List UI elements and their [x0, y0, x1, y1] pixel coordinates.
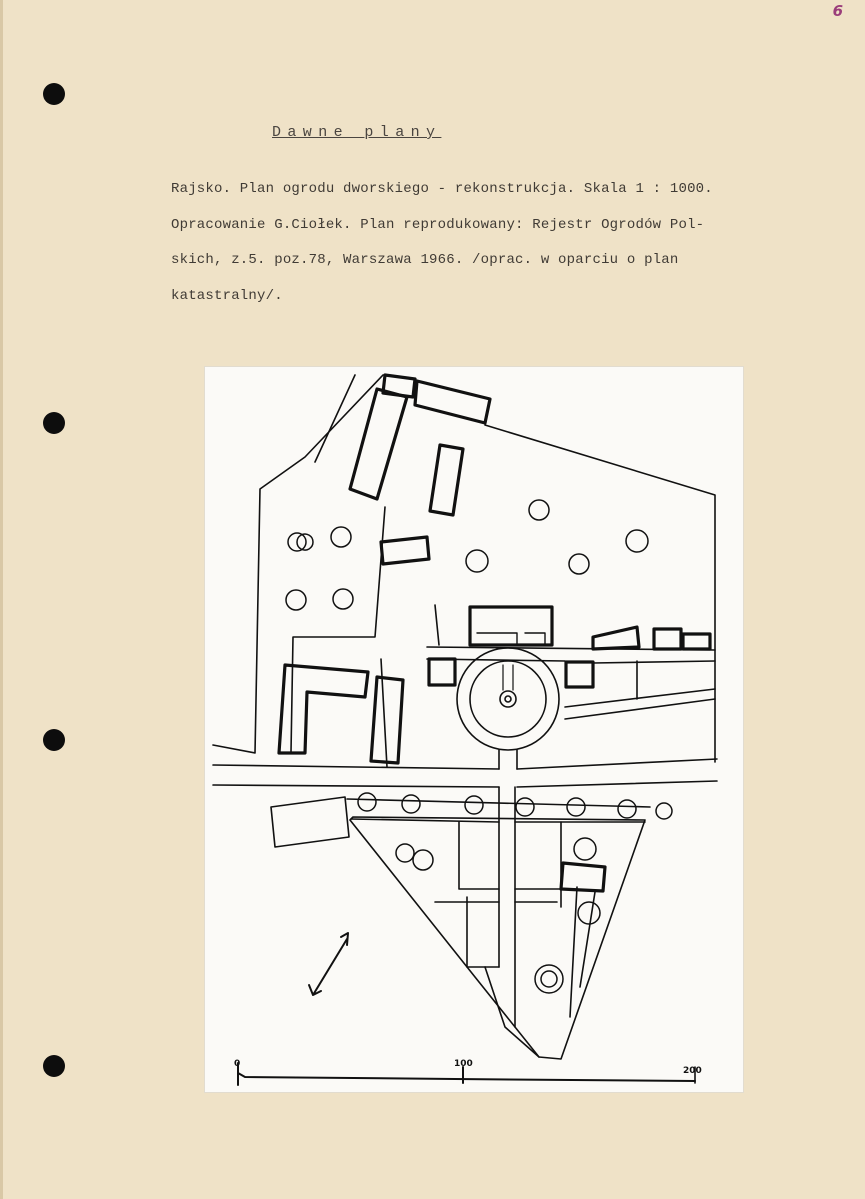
tree-icon — [331, 527, 351, 547]
punch-hole-3 — [43, 729, 65, 751]
tree-icon — [402, 795, 420, 813]
road-south-edge — [213, 781, 717, 787]
tree-icon — [618, 800, 636, 818]
caption-line: skich, z.5. poz.78, Warszawa 1966. /oprac. w oparciu o plan — [171, 252, 679, 268]
site-boundary-notch — [315, 375, 355, 462]
building-gate-right — [566, 662, 593, 687]
tree-icon — [529, 500, 549, 520]
tree-icon — [574, 838, 596, 860]
axis-south — [499, 787, 515, 1027]
south-left-rect — [271, 797, 349, 847]
caption-line: katastralny/. — [171, 287, 283, 304]
tree-icon — [466, 550, 488, 572]
building-small-2 — [593, 627, 639, 649]
parterre-center-dot — [505, 696, 511, 702]
tree-icon — [569, 554, 589, 574]
scale-label-0: 0 — [234, 1059, 241, 1069]
building-gate-left — [429, 659, 455, 685]
building-north-3 — [350, 389, 407, 499]
tree-icon — [626, 530, 648, 552]
site-boundary-east — [485, 425, 715, 762]
page-edge — [0, 0, 3, 1199]
tree-icon — [516, 798, 534, 816]
south-inner-lines — [459, 822, 561, 907]
page-number: 6 — [832, 2, 843, 20]
axis-north — [499, 750, 517, 769]
building-south-small — [561, 863, 605, 891]
punch-hole-1 — [43, 83, 65, 105]
parterre-outer — [457, 648, 559, 750]
building-manor — [470, 607, 552, 645]
caption-line: Opracowanie G.Ciołek. Plan reprodukowany: Rejestr Ogrodów Pol- — [171, 216, 705, 233]
parcel-left-lower — [381, 659, 387, 767]
building-north-4 — [430, 445, 463, 515]
building-small-4 — [683, 634, 710, 649]
manor-forecourt — [477, 633, 545, 645]
tree-icon — [286, 590, 306, 610]
parterre-axis — [503, 665, 513, 690]
tree-icon — [413, 850, 433, 870]
parterre-inner — [470, 661, 546, 737]
tree-icon — [578, 902, 600, 924]
caption-line: Rajsko. Plan ogrodu dworskiego - rekonstrukcja. Skala 1 : 1000. — [171, 181, 713, 197]
tree-icon — [396, 844, 414, 862]
south-cross — [435, 897, 557, 967]
building-north-2 — [415, 381, 490, 423]
building-bar — [371, 677, 403, 763]
tree-icon — [541, 971, 557, 987]
road-north-edge — [213, 759, 717, 769]
garden-plan-figure — [205, 367, 743, 1092]
punch-hole-4 — [43, 1055, 65, 1077]
tree-icon — [358, 793, 376, 811]
scale-bar — [238, 1073, 695, 1081]
building-small-3 — [654, 629, 681, 649]
tree-icon — [535, 965, 563, 993]
scale-label-200: 200 — [683, 1066, 702, 1076]
tree-icon — [333, 589, 353, 609]
parterre-center — [500, 691, 516, 707]
south-triangle — [350, 817, 645, 1059]
caption — [171, 172, 831, 314]
tree-icon — [567, 798, 585, 816]
garden-plan-drawing — [205, 367, 743, 1092]
parcel-mid-divider — [435, 605, 439, 645]
tree-icon — [465, 796, 483, 814]
north-arrow-icon — [309, 933, 348, 995]
south-bottom — [485, 967, 539, 1057]
tree-icon — [656, 803, 672, 819]
right-strip — [565, 661, 715, 719]
building-small-1 — [381, 537, 429, 564]
scale-label-100: 100 — [454, 1059, 473, 1069]
page-title: Dawne plany — [272, 124, 442, 141]
punch-hole-2 — [43, 412, 65, 434]
